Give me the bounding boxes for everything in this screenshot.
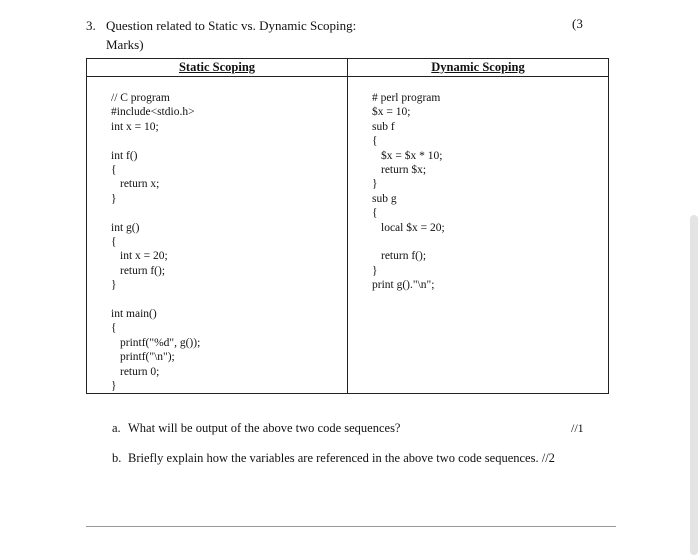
static-code-cell — [87, 77, 348, 394]
code-line: int main() — [111, 308, 157, 321]
code-line: { — [111, 322, 117, 335]
code-line: return f(); — [120, 264, 166, 277]
subquestion-b-label: b. — [112, 451, 122, 465]
code-line: int x = 10; — [111, 120, 159, 133]
question-marks: (3 — [572, 16, 583, 31]
code-line — [111, 293, 347, 307]
code-line: return 0; — [120, 365, 160, 378]
subquestion-b-marks: //2 — [541, 451, 555, 465]
subquestion-b-text: Briefly explain how the variables are referenced in the above two code sequences. — [128, 451, 539, 465]
dynamic-scoping-header: Dynamic Scoping — [348, 59, 609, 77]
code-line: { — [372, 135, 378, 148]
code-line: $x = $x * 10; — [381, 149, 443, 162]
code-line — [111, 206, 347, 220]
code-line: } — [111, 192, 117, 205]
code-line: return f(); — [381, 250, 427, 263]
code-line: #include<stdio.h> — [111, 106, 195, 119]
code-line: local $x = 20; — [381, 221, 445, 234]
subquestion-a — [112, 421, 400, 436]
code-line: # perl program — [372, 92, 441, 104]
code-line: sub f — [372, 120, 395, 133]
code-line: int x = 20; — [120, 250, 168, 263]
code-line: { — [111, 236, 117, 249]
question-title-line2: Marks) — [106, 37, 144, 52]
code-line: } — [111, 279, 117, 292]
code-line: printf("\n"); — [120, 351, 175, 364]
code-line: $x = 10; — [372, 106, 411, 119]
code-line: { — [372, 207, 378, 220]
code-line — [372, 235, 608, 249]
code-line: int g() — [111, 221, 140, 234]
code-line: // C program — [111, 92, 170, 104]
subquestion-a-marks: //1 — [571, 421, 584, 435]
code-line: printf("%d", g()); — [120, 336, 201, 349]
static-code — [87, 77, 347, 393]
question-number: 3. — [86, 18, 96, 33]
code-line: int f() — [111, 149, 138, 162]
code-line: sub g — [372, 192, 397, 205]
code-line: } — [372, 264, 378, 277]
code-line — [111, 134, 347, 148]
question-title — [86, 16, 356, 54]
answer-line — [86, 526, 616, 527]
code-line: } — [111, 380, 117, 393]
scrollbar[interactable] — [690, 215, 698, 555]
subquestion-a-text: What will be output of the above two code sequences? — [128, 421, 401, 435]
dynamic-code-cell — [348, 77, 609, 394]
code-line: } — [372, 178, 378, 191]
code-line: return $x; — [381, 164, 427, 177]
question-title-line1: Question related to Static vs. Dynamic Scoping: — [106, 18, 357, 33]
static-scoping-header: Static Scoping — [87, 59, 348, 77]
dynamic-code — [348, 77, 608, 293]
code-line: { — [111, 164, 117, 177]
scoping-table — [86, 58, 609, 394]
subquestion-a-label: a. — [112, 421, 121, 435]
code-line: print g()."\n"; — [372, 279, 435, 292]
code-line: return x; — [120, 178, 160, 191]
subquestion-b — [112, 451, 555, 466]
